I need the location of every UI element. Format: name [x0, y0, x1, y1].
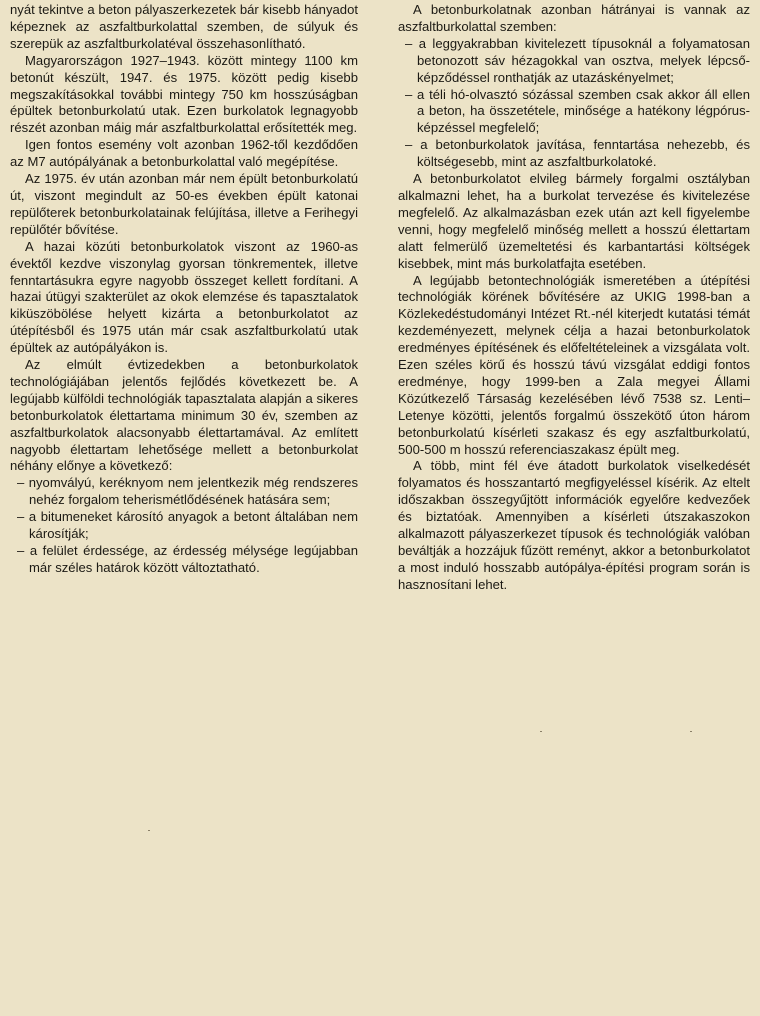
scan-speck: [148, 830, 150, 831]
list-item: – nyomvályú, keréknyom nem jelentkezik még rendszeres nehéz forgalom teherismétlődésének hatására sem;: [17, 475, 358, 508]
list-item: – a leggyakrabban kivitelezett típusoknál a folyamatosan betonozott sáv hézagokkal van osztva, melyek lépcső-képződéssel ronthatják az utazáskényelmet;: [405, 35, 750, 85]
paragraph: Az 1975. év után azonban már nem épült betonburkolatú út, viszont megindult az 50-es években épült katonai repülőterek betonburkolatainak felújítása, illetve a Ferihegyi repülőtér bővítése.: [10, 171, 358, 237]
paragraph: Az elmúlt évtizedekben a betonburkolatok technológiájában jelentős fejlődés következett be. A legújabb külföldi technológiák tapasztalata alapján a sikeres betonburkolatok élettartama minimum 30 év, szemben az aszfaltburkolatok alacsonyabb élettartamával. Az említett nagyobb élettartam lehetősége mellett a betonburkolat néhány előnye a következő:: [10, 357, 358, 474]
paragraph: A több, mint fél éve átadott burkolatok viselkedését folyamatos és hosszantartó megfigyeléssel kísérik. Az eltelt időszakban összegyűjtött információk egyelőre kedvezőek és biztatóak. Amennyiben a kísérleti útszakaszokon alkalmazott pályaszerkezet típusok és technológiák valóban beváltják a hozzájuk fűzött reményt, akkor a betonburkolatot a most induló hosszabb autópálya-építési program során is hasznosítani lehet.: [398, 458, 750, 592]
paragraph: A betonburkolatnak azonban hátrányai is vannak az aszfaltburkolattal szemben:: [398, 2, 750, 34]
list-item: – a téli hó-olvasztó sózással szemben csak akkor áll ellen a beton, ha összetétele, minősége a hatékony légpórus-képzéssel megfelelő;: [405, 86, 750, 136]
right-column: [398, 2, 750, 594]
list-item: – a betonburkolatok javítása, fenntartása nehezebb, és költségesebb, mint az aszfaltburkolatoké.: [405, 137, 750, 170]
paragraph: A hazai közúti betonburkolatok viszont az 1960-as évektől kezdve viszonylag gyorsan tönkrementek, illetve fenntartásukra egyre nagyobb összeget kellett fordítani. A hazai útügyi szakterület az okok elemzése és tapasztalatok kiküszöbölése helyett kizárta a betonburkolatot az útépítésből és 1975 után már csak aszfaltburkolatú utak épültek az autópályákon is.: [10, 238, 358, 356]
paragraph: Igen fontos esemény volt azonban 1962-től kezdődően az M7 autópályának a betonburkolattal való megépítése.: [10, 137, 358, 170]
paragraph: Magyarországon 1927–1943. között mintegy 1100 km betonút készült, 1947. és 1975. között pedig kisebb megszakításokkal további mintegy 750 km hosszúságban épültek betonburkolatú utak. Ezen burkolatok legnagyobb részét azonban máig már aszfaltburkolattal erősítették meg.: [10, 52, 358, 136]
scan-speck: [540, 731, 542, 732]
paragraph: A legújabb betontechnológiák ismeretében a útépítési technológiák körének bővítésére az UKIG 1998-ban a Közlekedéstudományi Intézet Rt.-nél kiterjedt kutatási témát kezdeményezett, melynek célja a hazai betonburkolatok eredményes építésének és előfeltételeinek a vizsgálata volt. Ezen széles körű és hosszú távú vizsgálat eddigi fontos eredménye, hogy 1999-ben a Zala megyei Állami Közútkezelő Társaság kezelésében lévő 7538 sz. Lenti–Letenye közötti, jelentős forgalmú összekötő úton három betonburkolatú kísérleti szakasz és egy aszfaltburkolatú, 500-500 m hosszú referenciaszakasz épült meg.: [398, 272, 750, 457]
left-column: [10, 2, 358, 577]
paragraph: nyát tekintve a beton pályaszerkezetek bár kisebb hányadot képeznek az aszfaltburkolattal szemben, de súlyuk és szerepük az aszfaltburkolatéval összehasonlítható.: [10, 2, 358, 51]
paragraph: A betonburkolatot elvileg bármely forgalmi osztályban alkalmazni lehet, ha a burkolat tervezése és kivitelezése megfelelő. Az alkalmazásban ezek után azt kell figyelembe venni, hogy megfelelő minőség mellett a hosszú élettartam alatt felmerülő üzemeltetési és karbantartási költségek kisebbek, mint más burkolatfajta esetében.: [398, 171, 750, 271]
list-item: – a felület érdessége, az érdesség mélysége legújabban már széles határok között változtatható.: [17, 543, 358, 575]
list-item: – a bitumeneket károsító anyagok a betont általában nem károsítják;: [17, 509, 358, 542]
scan-speck: [690, 731, 692, 732]
